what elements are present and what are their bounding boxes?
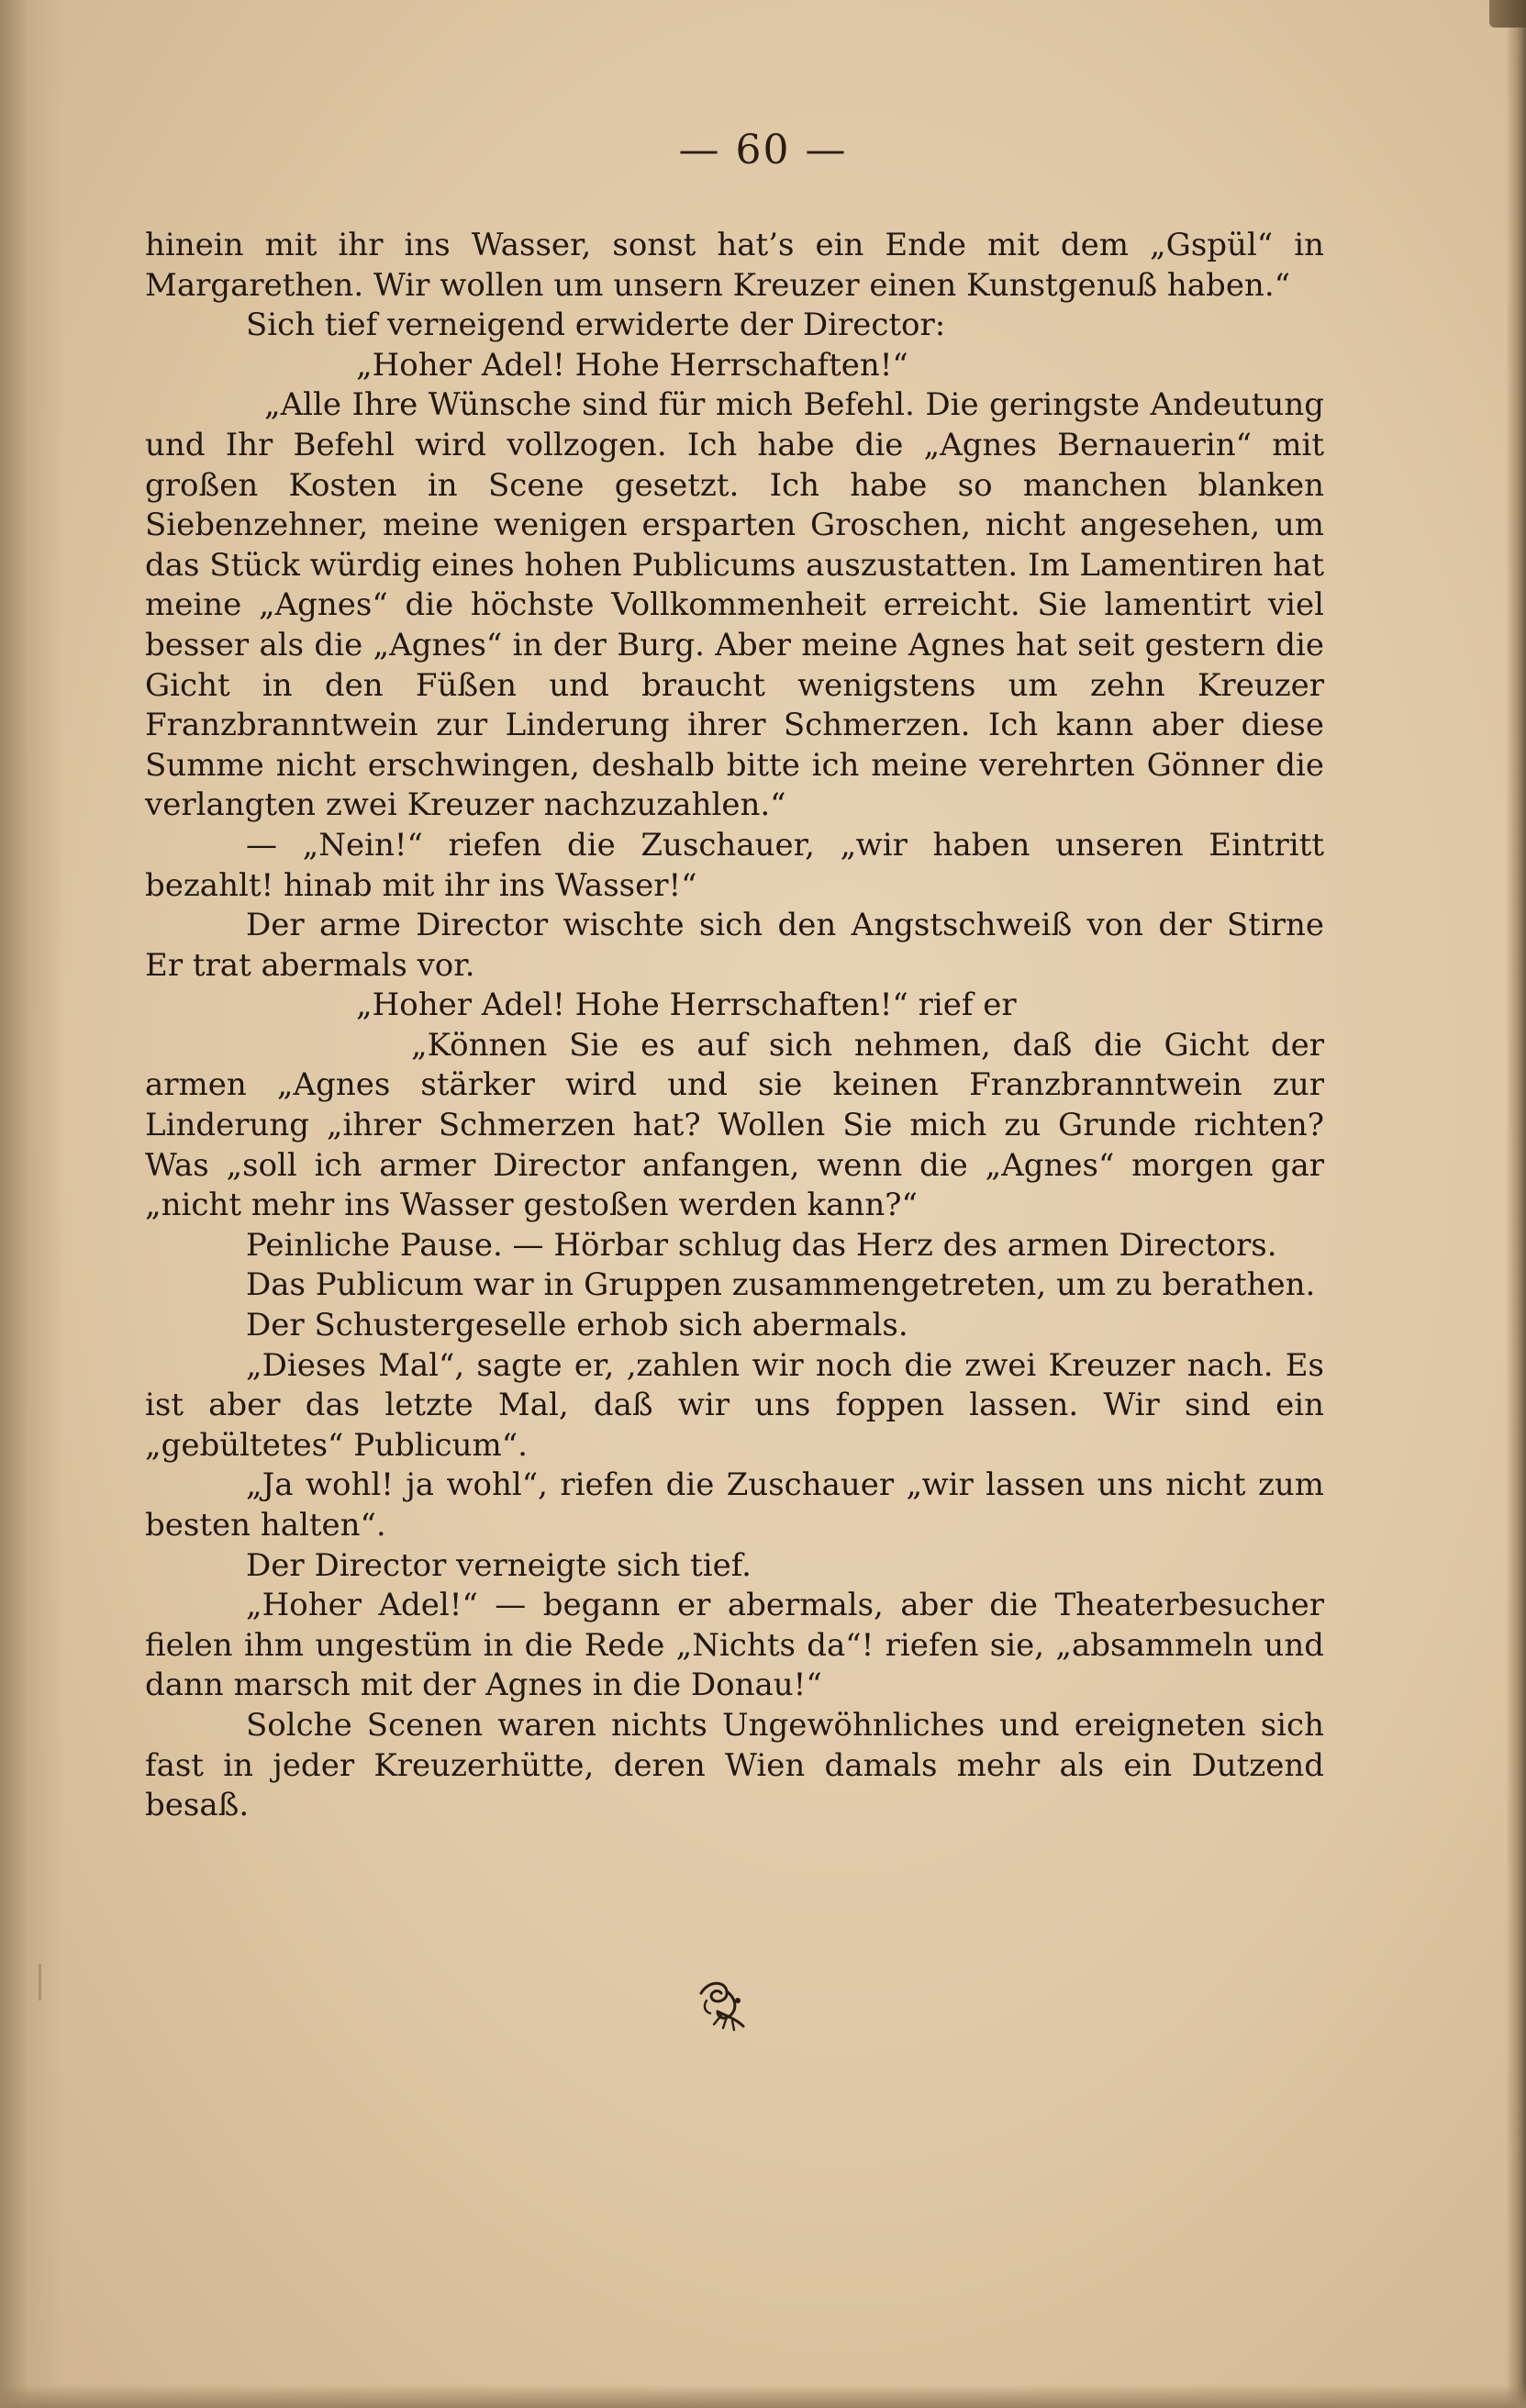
paragraph: „Ja wohl! ja wohl“, riefen die Zuschauer „wir lassen uns nicht zum besten halten“.: [145, 1466, 1324, 1544]
paragraph: Der Director verneigte sich tief.: [246, 1546, 752, 1584]
floral-tailpiece-ornament-icon: [690, 1973, 754, 2037]
paragraph: Der Schustergeselle erhob sich abermals.: [246, 1307, 908, 1344]
page-bottom-edge: [0, 2384, 1526, 2408]
paragraph: Sich tief verneigend erwiderte der Director:: [246, 307, 946, 344]
page-number: — 60 —: [678, 127, 848, 173]
paragraph: „Alle Ihre Wünsche sind für mich Befehl. Die geringste Andeutung und Ihr Befehl wird vollzogen. Ich habe die „Agnes Bernauerin“ mit großen Kosten in Scene gesetzt. Ich habe so manchen blanken Siebenzehner, meine wenigen ersparten Groschen, nicht angesehen, um das Stück würdig eines hohen Publicums auszustatten. Im Lamentiren hat meine „Agnes“ die höchste Vollkommenheit erreicht. Sie lamentirt viel besser als die „Agnes“ in der Burg. Aber meine Agnes hat seit gestern die Gicht in den Füßen und braucht wenigstens um zehn Kreuzer Franzbranntwein zur Linderung ihrer Schmerzen. Ich kann aber diese Summe nicht erschwingen, deshalb bitte ich meine verehrten Gönner die verlangten zwei Kreuzer nachzuzahlen.“: [145, 386, 1324, 824]
binding-gutter-shadow: [0, 0, 64, 2408]
page-corner-tab: [1489, 0, 1526, 28]
paragraph: „Können Sie es auf sich nehmen, daß die Gicht der armen „Agnes stärker wird und sie keinen Franzbranntwein zur Linderung „ihrer Schmerzen hat? Wollen Sie mich zu Grunde richten? Was „soll ich armer Director anfangen, wenn die „Agnes“ morgen gar „nicht mehr ins Wasser gestoßen werden kann?“: [145, 1026, 1324, 1224]
paragraph: Das Publicum war in Gruppen zusammengetreten, um zu berathen.: [246, 1266, 1316, 1304]
paragraph: „Hoher Adel!“ — begann er abermals, aber die Theaterbesucher fielen ihm ungestüm in die Rede „Nichts da“! riefen sie, „absammeln und dann marsch mit der Agnes in die Donau!“: [145, 1587, 1324, 1704]
paragraph: Der arme Director wischte sich den Angstschweiß von der Stirne Er trat abermals vor.: [145, 907, 1324, 984]
paper-speck: [39, 1964, 41, 2001]
paragraph: „Hoher Adel! Hohe Herrschaften!“ rief er: [356, 987, 1017, 1024]
paragraph: hinein mit ihr ins Wasser, sonst hat’s ein Ende mit dem „Gspül“ in Margarethen. Wir wollen um unsern Kreuzer einen Kunstgenuß haben.“: [145, 227, 1324, 304]
paragraph: Peinliche Pause. — Hörbar schlug das Herz des armen Directors.: [246, 1226, 1277, 1264]
paragraph: „Dieses Mal“, sagte er, ‚zahlen wir noch die zwei Kreuzer nach. Es ist aber das letzte Mal, daß wir uns foppen lassen. Wir sind ein „gebültetes“ Publicum“.: [145, 1346, 1324, 1464]
paragraph: Solche Scenen waren nichts Ungewöhnliches und ereigneten sich fast in jeder Kreuzerhütte, deren Wien damals mehr als ein Dutzend besaß.: [145, 1706, 1324, 1824]
page-right-edge: [1506, 0, 1526, 2408]
body-text: [145, 226, 1324, 1826]
paragraph: — „Nein!“ riefen die Zuschauer, „wir haben unseren Eintritt bezahlt! hinab mit ihr ins Wasser!“: [145, 826, 1324, 904]
paragraph: „Hoher Adel! Hohe Herrschaften!“: [356, 346, 908, 384]
